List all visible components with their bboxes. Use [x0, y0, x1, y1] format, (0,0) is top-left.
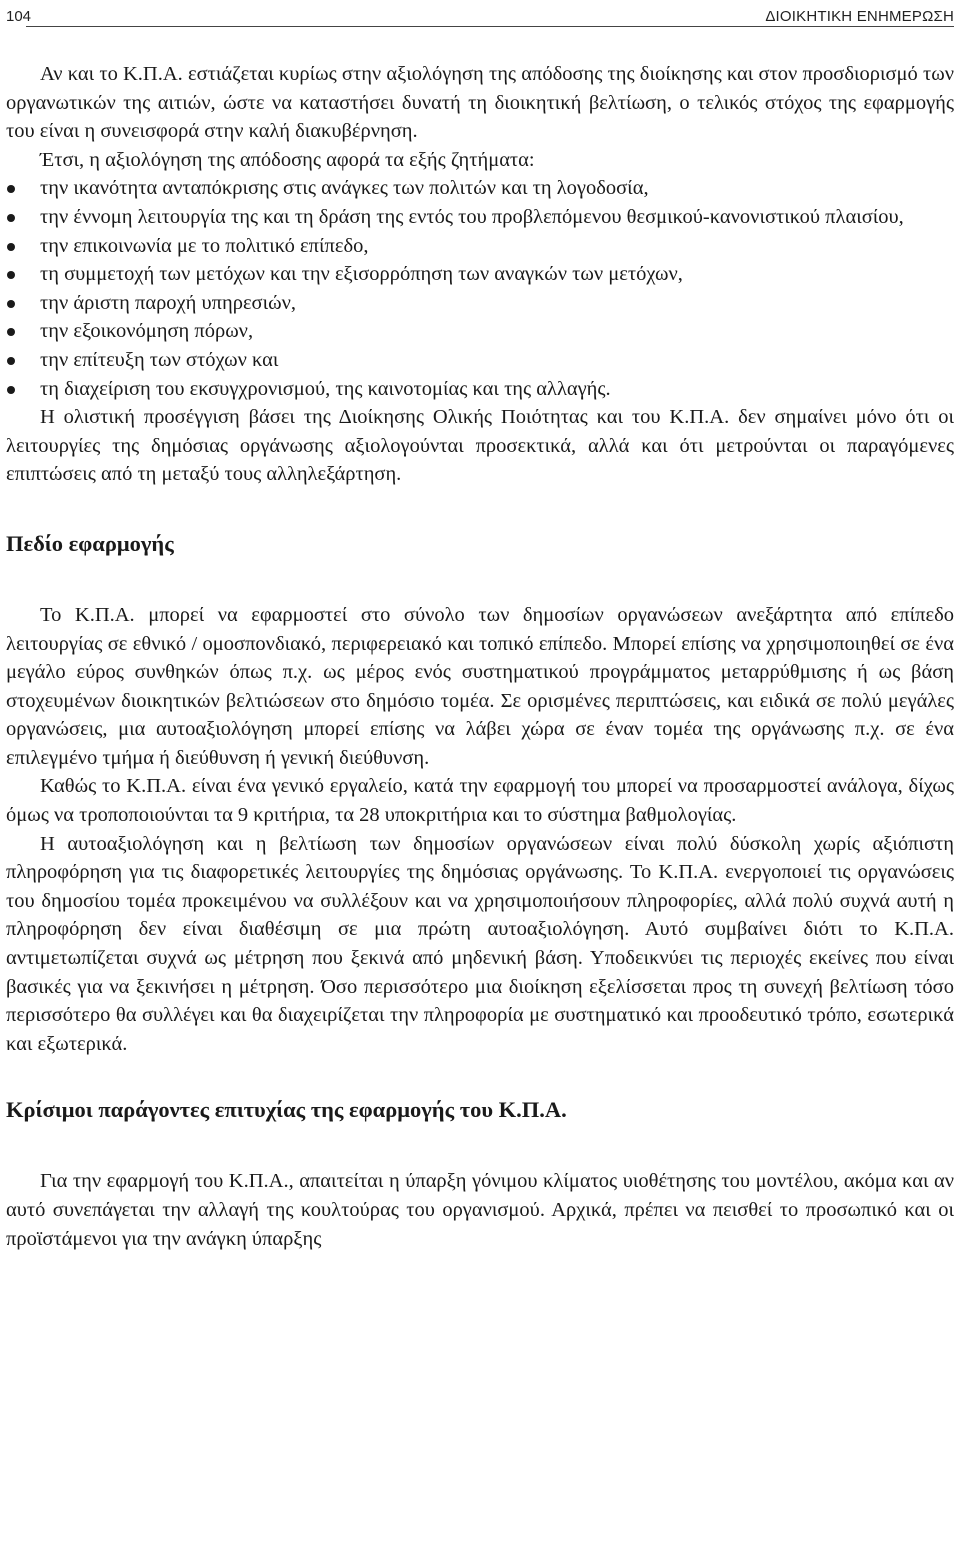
list-item-text: τη συμμετοχή των μετόχων και την εξισορρόπηση των αναγκών των μετόχων,: [40, 263, 683, 286]
section-heading-factors: Κρίσιμοι παράγοντες επιτυχίας της εφαρμογής του Κ.Π.Α.: [6, 1097, 567, 1123]
list-item: [6, 346, 954, 375]
list-item-text: την επικοινωνία με το πολιτικό επίπεδο,: [40, 234, 369, 257]
bullet-icon: [7, 300, 15, 308]
list-item: [6, 174, 954, 203]
issues-lead-in: Έτσι, η αξιολόγηση της απόδοσης αφορά τα εξής ζητήματα:: [40, 148, 535, 171]
page-body: [6, 60, 954, 1253]
list-item-text: την έννομη λειτουργία της και τη δράση της εντός του προβλεπόμενου θεσμικού-κανονιστικού πλαισίου,: [40, 205, 904, 228]
list-item: [6, 203, 954, 232]
bullet-icon: [7, 357, 15, 365]
list-item: [6, 289, 954, 318]
body-paragraph: Για την εφαρμογή του Κ.Π.Α., απαιτείται η ύπαρξη γόνιμου κλίματος υιοθέτησης του μοντέλου, ακόμα και αν αυτό συνεπάγεται την αλλαγή της κουλτούρας του οργανισμού. Αρχικά, πρέπει να πεισθεί το προσωπικό και οι προϊστάμενοι για την ανάγκη ύπαρξης: [6, 1170, 954, 1250]
list-item-text: την επίτευξη των στόχων και: [40, 348, 279, 371]
journal-title: ΔΙΟΙΚΗΤΙΚΗ ΕΝΗΜΕΡΩΣΗ: [765, 8, 954, 25]
section-heading-field: Πεδίο εφαρμογής: [6, 530, 174, 556]
body-paragraph: Καθώς το Κ.Π.Α. είναι ένα γενικό εργαλείο, κατά την εφαρμογή του μπορεί να προσαρμοστεί ανάλογα, δίχως όμως να τροποποιούνται τα 9 κριτήρια, τα 28 υποκριτήρια και το σύστημα βαθμολογίας.: [6, 775, 954, 827]
list-item: [6, 232, 954, 261]
header-rule: [26, 26, 954, 27]
bullet-icon: [7, 386, 15, 394]
list-item: [6, 260, 954, 289]
list-item-text: την άριστη παροχή υπηρεσιών,: [40, 291, 296, 314]
list-item-text: τη διαχείριση του εκσυγχρονισμού, της καινοτομίας και της αλλαγής.: [40, 377, 611, 400]
bullet-icon: [7, 214, 15, 222]
list-item: [6, 375, 954, 404]
body-paragraph: Η αυτοαξιολόγηση και η βελτίωση των δημοσίων οργανώσεων είναι πολύ δύσκολη χωρίς αξιόπιστη πληροφόρηση για τις διαφορετικές λειτουργίες της δημόσιας οργάνωσης. Το Κ.Π.Α. ενεργοποιεί τις οργανώσεις του δημοσίου τομέα προκειμένου να συλλέξουν και να χρησιμοποιήσουν πληροφορίες, αλλά πολύ συχνά αυτή η πληροφόρηση δεν είναι διαθέσιμη σε μια πρώτη αυτοαξιολόγηση. Αυτό συμβαίνει διότι το Κ.Π.Α. αντιμετωπίζεται συχνά ως μέτρηση που ξεκινά από μηδενική βάση. Υποδεικνύει τις περιοχές εκείνες που είναι βασικές για να ξεκινήσει η μέτρηση. Όσο περισσότερο μια διοίκηση εξελίσσεται προς τη συνεχή βελτίωση τόσο περισσότερο θα συλλέγει και θα διαχειρίζεται την πληροφορία με συστηματικό και προοδευτικό τρόπο, εσωτερικά και εξωτερικά.: [6, 832, 954, 1055]
bullet-icon: [7, 271, 15, 279]
bullet-icon: [7, 243, 15, 251]
intro-paragraph: Αν και το Κ.Π.Α. εστιάζεται κυρίως στην αξιολόγηση της απόδοσης της διοίκησης και στον προσδιορισμό των οργανωτικών της αιτιών, ώστε να καταστήσει δυνατή τη διοικητική βελτίωση, ο τελικός στόχος της εφαρμογής του είναι η συνεισφορά στην καλή διακυβέρνηση.: [6, 63, 954, 143]
list-item: [6, 317, 954, 346]
bullet-icon: [7, 328, 15, 336]
running-header: [6, 2, 954, 28]
issues-list: [6, 174, 954, 403]
page-number: 104: [6, 8, 32, 25]
list-item-text: την ικανότητα ανταπόκρισης στις ανάγκες των πολιτών και τη λογοδοσία,: [40, 177, 649, 200]
list-item-text: την εξοικονόμηση πόρων,: [40, 320, 254, 343]
bullet-icon: [7, 185, 15, 193]
holistic-paragraph: Η ολιστική προσέγγιση βάσει της Διοίκησης Ολικής Ποιότητας και του Κ.Π.Α. δεν σημαίνει μόνο ότι οι λειτουργίες της δημόσιας οργάνωσης αξιολογούνται προσεκτικά, αλλά και ότι μετρούνται οι παραγόμενες επιπτώσεις από τη μεταξύ τους αλληλεξάρτηση.: [6, 406, 954, 486]
body-paragraph: Το Κ.Π.Α. μπορεί να εφαρμοστεί στο σύνολο των δημοσίων οργανώσεων ανεξάρτητα από επίπεδο λειτουργίας σε εθνικό / ομοσπονδιακό, περιφερειακό και τοπικό επίπεδο. Μπορεί επίσης να χρησιμοποιηθεί σε ένα μεγάλο εύρος συνθηκών όπως π.χ. ως μέρος ενός συστηματικού προγράμματος μεταρρύθμισης ή ως βάση στοχευμένων διοικητικών βελτιώσεων στο δημόσιο τομέα. Σε ορισμένες περιπτώσεις, και ειδικά σε πολύ μεγάλες οργανώσεις, μια αυτοαξιολόγηση μπορεί επίσης να λάβει χώρα σε έναν τομέα της οργάνωσης π.χ. σε ένα επιλεγμένο τμήμα ή διεύθυνση ή γενική διεύθυνση.: [6, 603, 954, 769]
